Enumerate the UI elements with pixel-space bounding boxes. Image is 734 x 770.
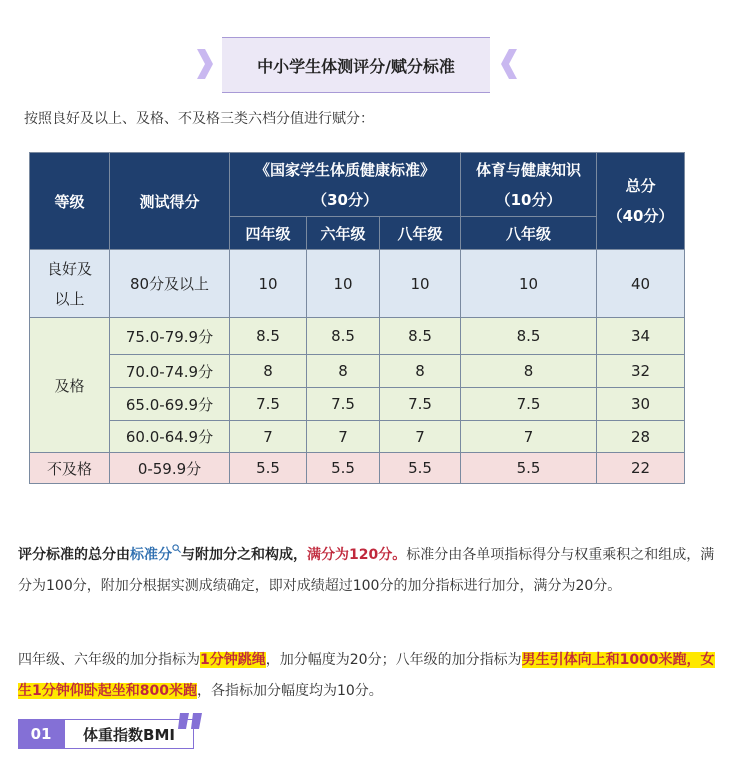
table-row [30, 388, 685, 421]
standard-score-link[interactable]: 标准分 [130, 547, 172, 563]
cell-knowledge: 7.5 [461, 388, 597, 421]
table-row [30, 355, 685, 388]
header-total-line1: 总分 [625, 177, 656, 195]
para1-mid: 与附加分之和构成， [181, 547, 307, 563]
scoring-paragraph [18, 540, 718, 602]
level-good [30, 250, 110, 318]
cell-knowledge: 5.5 [461, 453, 597, 484]
level-good-line1: 良好及 [46, 259, 92, 278]
cell-g8: 10 [380, 250, 461, 318]
level-fail: 不及格 [30, 453, 110, 484]
header-knowledge-line2: （10分） [495, 190, 562, 209]
header-national-line2: （30分） [312, 190, 378, 209]
cell-g4: 7 [230, 421, 307, 453]
cell-g6: 8.5 [307, 318, 380, 355]
cell-total: 22 [597, 453, 685, 484]
page-title: 中小学生体测评分/赋分标准 [222, 37, 490, 93]
header-total-line2: （40分） [607, 207, 674, 225]
header-grade4: 四年级 [230, 217, 307, 250]
table-row [30, 421, 685, 453]
para2-c: ，各指标加分幅度均为10分。 [196, 683, 383, 699]
cell-knowledge: 10 [461, 250, 597, 318]
cell-g4: 8.5 [230, 318, 307, 355]
cell-g6: 7 [307, 421, 380, 453]
para2-a: 四年级、六年级的加分指标为 [18, 652, 200, 668]
header-knowledge-grade8: 八年级 [461, 217, 597, 250]
score-table-container [29, 152, 684, 484]
highlight-grade8-items: 男生引体向上和1000米跑，女生1分钟仰卧起坐和800米跑 [18, 652, 715, 699]
section-number: 01 [18, 719, 64, 749]
cell-total: 30 [597, 388, 685, 421]
header-knowledge [461, 153, 597, 217]
level-good-line2: 以上 [54, 289, 85, 308]
cell-g8: 8 [380, 355, 461, 388]
cell-total: 32 [597, 355, 685, 388]
para1-lead: 评分标准的总分由 [18, 547, 130, 563]
search-icon[interactable] [172, 544, 181, 553]
cell-g8: 8.5 [380, 318, 461, 355]
cell-g4: 5.5 [230, 453, 307, 484]
cell-knowledge: 8.5 [461, 318, 597, 355]
cell-g6: 10 [307, 250, 380, 318]
cell-total: 34 [597, 318, 685, 355]
title-banner [197, 37, 517, 93]
header-grade8: 八年级 [380, 217, 461, 250]
cell-g4: 7.5 [230, 388, 307, 421]
cell-g6: 7.5 [307, 388, 380, 421]
cell-g8: 7 [380, 421, 461, 453]
cell-g6: 5.5 [307, 453, 380, 484]
intro-text: 按照良好及以上、及格、不及格三类六档分值进行赋分： [24, 111, 374, 127]
header-grade6: 六年级 [307, 217, 380, 250]
cell-range: 80分及以上 [110, 250, 230, 318]
header-knowledge-line1: 体育与健康知识 [476, 160, 582, 179]
table-row [30, 318, 685, 355]
para2-b: ，加分幅度为20分；八年级的加分指标为 [265, 652, 522, 668]
cell-knowledge: 8 [461, 355, 597, 388]
bonus-paragraph [18, 645, 718, 707]
level-pass: 及格 [30, 318, 110, 453]
cell-total: 40 [597, 250, 685, 318]
chevron-left-icon [501, 49, 517, 79]
header-test-score: 测试得分 [110, 153, 230, 250]
header-grade: 等级 [30, 153, 110, 250]
cell-g8: 5.5 [380, 453, 461, 484]
cell-knowledge: 7 [461, 421, 597, 453]
cell-range: 0-59.9分 [110, 453, 230, 484]
section-header [18, 713, 194, 753]
chevron-right-icon [197, 49, 213, 79]
table-row [30, 453, 685, 484]
section-title: 体重指数BMI [64, 719, 194, 749]
highlight-rope-skipping: 1分钟跳绳 [200, 652, 266, 668]
header-national-standard [230, 153, 461, 217]
cell-g8: 7.5 [380, 388, 461, 421]
cell-total: 28 [597, 421, 685, 453]
table-row [30, 250, 685, 318]
full-score-text: 满分为120分。 [307, 547, 407, 563]
quote-icon [178, 713, 204, 729]
cell-range: 75.0-79.9分 [110, 318, 230, 355]
para1-rest: 标准分由各单项指标得分与权重乘积之和组成，满分为100分，附加分根据实测成绩确定，即对成绩超过100分的加分指标进行加分，满分为20分。 [18, 547, 715, 594]
header-total [597, 153, 685, 250]
cell-g4: 10 [230, 250, 307, 318]
cell-range: 60.0-64.9分 [110, 421, 230, 453]
cell-g4: 8 [230, 355, 307, 388]
cell-g6: 8 [307, 355, 380, 388]
cell-range: 70.0-74.9分 [110, 355, 230, 388]
header-national-line1: 《国家学生体质健康标准》 [255, 160, 436, 179]
score-table [29, 152, 685, 484]
cell-range: 65.0-69.9分 [110, 388, 230, 421]
